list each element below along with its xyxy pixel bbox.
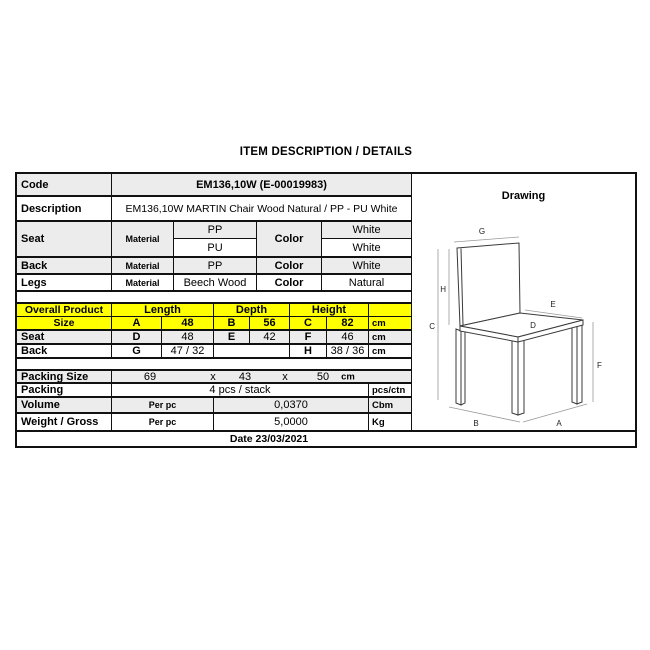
drawing-cell	[412, 174, 635, 430]
seat-depth-key: E	[214, 331, 250, 343]
dim-mark-b: B	[473, 419, 479, 428]
seat-material-1: PP	[174, 222, 256, 239]
overall-length-key: A	[112, 317, 162, 329]
seat-dims-label: Seat	[17, 331, 112, 343]
overall-height-value: 82	[327, 317, 369, 329]
volume-per: Per pc	[112, 398, 214, 412]
dims-overall-row	[17, 317, 411, 331]
seat-depth-value: 42	[250, 331, 290, 343]
dims-title-line1: Overall Product	[17, 304, 112, 316]
legs-color-value: Natural	[348, 276, 385, 289]
seat-height-value: 46	[327, 331, 369, 343]
spacer-row	[17, 292, 411, 304]
back-length-value: 47 / 32	[162, 345, 214, 357]
overall-length-value: 48	[162, 317, 214, 329]
packing-size-row	[17, 371, 411, 384]
back-material-row	[17, 258, 411, 275]
seat-length-value: 48	[162, 331, 214, 343]
dim-mark-f: F	[597, 361, 602, 370]
spec-table	[15, 172, 637, 448]
back-color-value: White	[352, 259, 381, 272]
back-height-key: H	[290, 345, 327, 357]
legs-part-label: Legs	[17, 275, 112, 290]
weight-per: Per pc	[112, 414, 214, 430]
overall-unit: cm	[369, 317, 411, 329]
seat-unit: cm	[372, 331, 386, 343]
packing-size-dim2: 43	[238, 371, 252, 382]
description-row	[17, 197, 411, 222]
overall-depth-key: B	[214, 317, 250, 329]
packing-size-x1: x	[210, 371, 216, 382]
packing-row	[17, 384, 411, 398]
description-value: EM136,10W MARTIN Chair Wood Natural / PP - PU White	[125, 202, 398, 215]
chair-drawing	[412, 174, 635, 430]
packing-value: 4 pcs / stack	[112, 384, 369, 396]
packing-size-x2: x	[282, 371, 288, 382]
seat-part-label: Seat	[17, 222, 112, 256]
legs-material-row	[17, 275, 411, 292]
back-depth-empty	[214, 345, 290, 357]
dims-header-row-1	[17, 304, 411, 317]
dims-title-line2: Size	[17, 317, 112, 329]
code-label: Code	[17, 174, 112, 195]
dims-length-header: Length	[112, 304, 214, 316]
dims-unit-header	[369, 304, 411, 316]
back-unit: cm	[372, 345, 386, 357]
back-dims-row	[17, 345, 411, 359]
seat-color-header: Color	[257, 222, 322, 256]
page-title: ITEM DESCRIPTION / DETAILS	[239, 146, 413, 158]
spacer-row	[17, 359, 411, 371]
overall-height-key: C	[290, 317, 327, 329]
date-value: Date 23/03/2021	[229, 433, 309, 445]
back-height-value: 38 / 36	[327, 345, 369, 357]
legs-material-value: Beech Wood	[174, 275, 257, 290]
description-label: Description	[17, 197, 112, 220]
back-color-header: Color	[257, 258, 322, 273]
dim-mark-e: E	[550, 300, 556, 309]
seat-color-2: White	[352, 241, 381, 254]
packing-size-unit: cm	[341, 371, 355, 382]
back-material-value: PP	[174, 258, 257, 273]
volume-label: Volume	[17, 398, 112, 412]
packing-unit: pcs/ctn	[372, 384, 406, 396]
dims-height-header: Height	[290, 304, 369, 316]
seat-color-1: White	[322, 222, 411, 239]
date-row	[17, 430, 635, 446]
dims-depth-header: Depth	[214, 304, 290, 316]
volume-value: 0,0370	[214, 398, 369, 412]
packing-size-label: Packing Size	[17, 371, 112, 382]
seat-dims-row	[17, 331, 411, 345]
dim-mark-d: D	[530, 321, 536, 330]
volume-row	[17, 398, 411, 414]
overall-depth-value: 56	[250, 317, 290, 329]
drawing-title: Drawing	[501, 190, 546, 202]
dim-mark-c: C	[429, 322, 435, 331]
packing-label: Packing	[17, 384, 112, 396]
weight-label: Weight / Gross	[17, 414, 112, 430]
back-length-key: G	[112, 345, 162, 357]
back-part-label: Back	[17, 258, 112, 273]
code-row	[17, 174, 411, 197]
weight-row	[17, 414, 411, 430]
back-dims-label: Back	[17, 345, 112, 357]
code-value: EM136,10W (E-00019983)	[196, 178, 327, 191]
seat-height-key: F	[290, 331, 327, 343]
seat-material-header: Material	[112, 222, 174, 256]
dim-mark-a: A	[556, 419, 562, 428]
legs-color-header: Color	[257, 275, 322, 290]
seat-length-key: D	[112, 331, 162, 343]
volume-unit: Cbm	[372, 399, 394, 411]
packing-size-dim1: 69	[143, 371, 157, 382]
weight-unit: Kg	[372, 416, 385, 428]
dim-mark-g: G	[478, 227, 486, 236]
weight-value: 5,0000	[214, 414, 369, 430]
dim-mark-h: H	[440, 285, 446, 294]
packing-size-dim3: 50	[316, 371, 330, 382]
seat-material-2: PU	[207, 241, 223, 254]
legs-material-header: Material	[112, 275, 174, 290]
seat-material-row	[17, 222, 411, 258]
back-material-header: Material	[112, 258, 174, 273]
